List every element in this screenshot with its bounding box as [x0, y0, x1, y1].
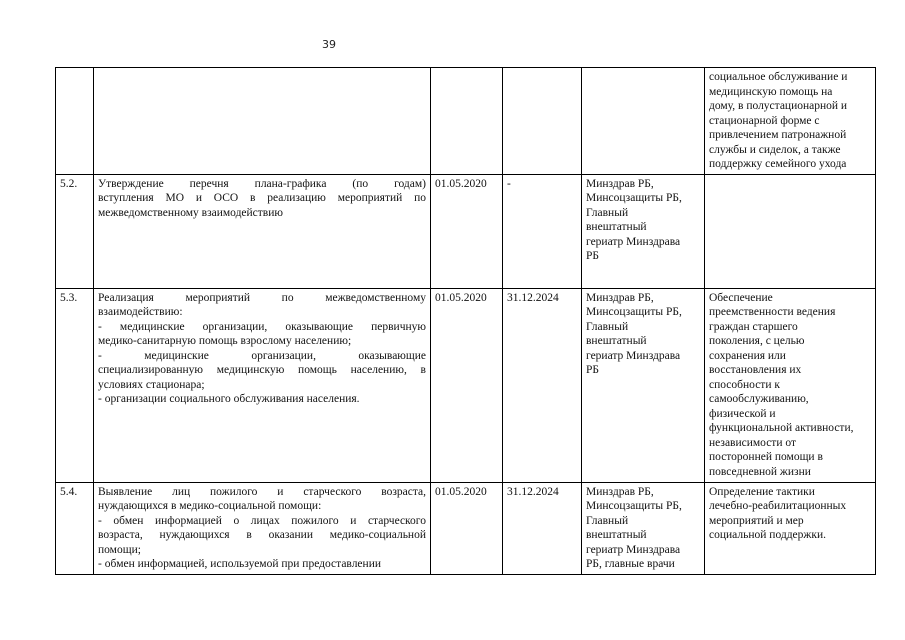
expected-result-line: преемственности ведения [709, 306, 836, 318]
expected-result-line: социальное обслуживание и [709, 71, 848, 83]
expected-result-cell [705, 482, 876, 574]
expected-result-line: посторонней помощи в [709, 451, 823, 463]
table-row [56, 174, 876, 288]
expected-result-line: мероприятий и мер [709, 514, 804, 527]
expected-result-line: граждан старшего [709, 320, 798, 333]
expected-result-line: Обеспечение [709, 291, 773, 304]
row-number: 5.2. [60, 177, 78, 190]
expected-result-line: дому, в полустационарной и [709, 100, 848, 112]
activity-description-cell [94, 288, 431, 482]
table-row [56, 68, 876, 175]
activity-description-line: специализированную медицинскую помощь населению, в [98, 364, 426, 376]
activity-description-line: межведомственному взаимодействию [98, 206, 283, 219]
executor-line: Главный [586, 320, 629, 333]
executors-cell [582, 68, 705, 175]
row-number: 5.4. [60, 485, 78, 498]
executor-line: Главный [586, 206, 629, 219]
expected-result-line: медицинскую помощь на [709, 85, 833, 98]
expected-result-line: самообслуживанию, [709, 393, 809, 405]
activity-description-cell [94, 68, 431, 175]
activity-description-line: нуждающихся в медико-социальной помощи: [98, 500, 322, 512]
executor-line: Минсоцзащиты РБ, [586, 306, 682, 318]
activity-description-line: медико-санитарную помощь взрослому населению; [98, 335, 352, 347]
expected-result-line: привлечением патронажной [709, 129, 847, 141]
end-date-cell [503, 482, 582, 574]
executor-line: Минздрав РБ, [586, 291, 654, 304]
plan-table [55, 67, 876, 575]
start-date-cell [431, 68, 503, 175]
expected-result-line: сохранения или [709, 349, 786, 362]
expected-result-line: поколения, с целью [709, 335, 805, 347]
start-date: 01.05.2020 [435, 291, 487, 304]
expected-result-cell [705, 68, 876, 175]
activity-description-line: - медицинские организации, оказывающие первичную [98, 320, 426, 333]
activity-description-line: вступления МО и ОСО в реализацию мероприятий по [98, 192, 426, 204]
executor-line: внештатный [586, 221, 647, 233]
executor-line: гериатр Минздрава [586, 235, 681, 248]
start-date-cell [431, 482, 503, 574]
expected-result-line: физической и [709, 407, 776, 420]
executor-line: РБ [586, 364, 599, 376]
table-row [56, 482, 876, 574]
end-date-cell [503, 68, 582, 175]
activity-description-line: Реализация мероприятий по межведомственному [98, 291, 426, 304]
executors-cell [582, 288, 705, 482]
activity-description-line: условиях стационара; [98, 378, 205, 391]
start-date-cell [431, 288, 503, 482]
executor-line: гериатр Минздрава [586, 349, 681, 362]
executor-line: внештатный [586, 529, 647, 541]
expected-result-line: службы и сиделок, а также [709, 143, 841, 156]
row-number-cell [56, 482, 94, 574]
executor-line: РБ, главные врачи [586, 558, 675, 570]
executor-line: внештатный [586, 335, 647, 347]
end-date: - [507, 177, 511, 190]
activity-description-line: возраста, нуждающихся в оказании медико-социальной [98, 529, 426, 541]
executor-line: Минсоцзащиты РБ, [586, 192, 682, 204]
row-number: 5.3. [60, 291, 78, 304]
expected-result-line: функциональной активности, [709, 422, 854, 434]
executor-line: Минздрав РБ, [586, 177, 654, 190]
activity-description-line: помощи; [98, 543, 141, 556]
executor-line: Главный [586, 514, 629, 527]
expected-result-line: поддержку семейного ухода [709, 158, 847, 170]
activity-description-line: - обмен информацией, используемой при предоставлении [98, 558, 382, 570]
executors-cell [582, 174, 705, 288]
expected-result-line: повседневной жизни [709, 465, 811, 478]
end-date: 31.12.2024 [507, 291, 559, 304]
page-number: 39 [322, 38, 336, 51]
activity-description-line: - обмен информацией о лицах пожилого и старческого [98, 514, 426, 527]
expected-result-line: лечебно-реабилитационных [709, 500, 847, 512]
activity-description-line: взаимодействию: [98, 306, 183, 318]
activity-description-cell [94, 174, 431, 288]
executor-line: Минздрав РБ, [586, 485, 654, 498]
activity-description-line: - организации социального обслуживания населения. [98, 393, 360, 405]
expected-result-line: восстановления их [709, 364, 802, 376]
executor-line: гериатр Минздрава [586, 543, 681, 556]
executors-cell [582, 482, 705, 574]
executor-line: РБ [586, 250, 599, 262]
start-date-cell [431, 174, 503, 288]
expected-result-line: стационарной форме с [709, 114, 820, 127]
end-date-cell [503, 288, 582, 482]
expected-result-line: социальной поддержки. [709, 529, 826, 541]
activity-description-line: Выявление лиц пожилого и старческого возраста, [98, 485, 426, 498]
row-number-cell [56, 68, 94, 175]
expected-result-line: Определение тактики [709, 485, 815, 498]
start-date: 01.05.2020 [435, 485, 487, 498]
table-row [56, 288, 876, 482]
row-number-cell [56, 288, 94, 482]
plan-table-body [56, 68, 876, 575]
executor-line: Минсоцзащиты РБ, [586, 500, 682, 512]
expected-result-cell [705, 174, 876, 288]
start-date: 01.05.2020 [435, 177, 487, 190]
end-date: 31.12.2024 [507, 485, 559, 498]
expected-result-line: способности к [709, 378, 780, 391]
activity-description-line: Утверждение перечня плана-графика (по годам) [98, 177, 426, 190]
row-number-cell [56, 174, 94, 288]
expected-result-line: независимости от [709, 436, 796, 449]
activity-description-cell [94, 482, 431, 574]
activity-description-line: - медицинские организации, оказывающие [98, 349, 426, 362]
expected-result-cell [705, 288, 876, 482]
end-date-cell [503, 174, 582, 288]
